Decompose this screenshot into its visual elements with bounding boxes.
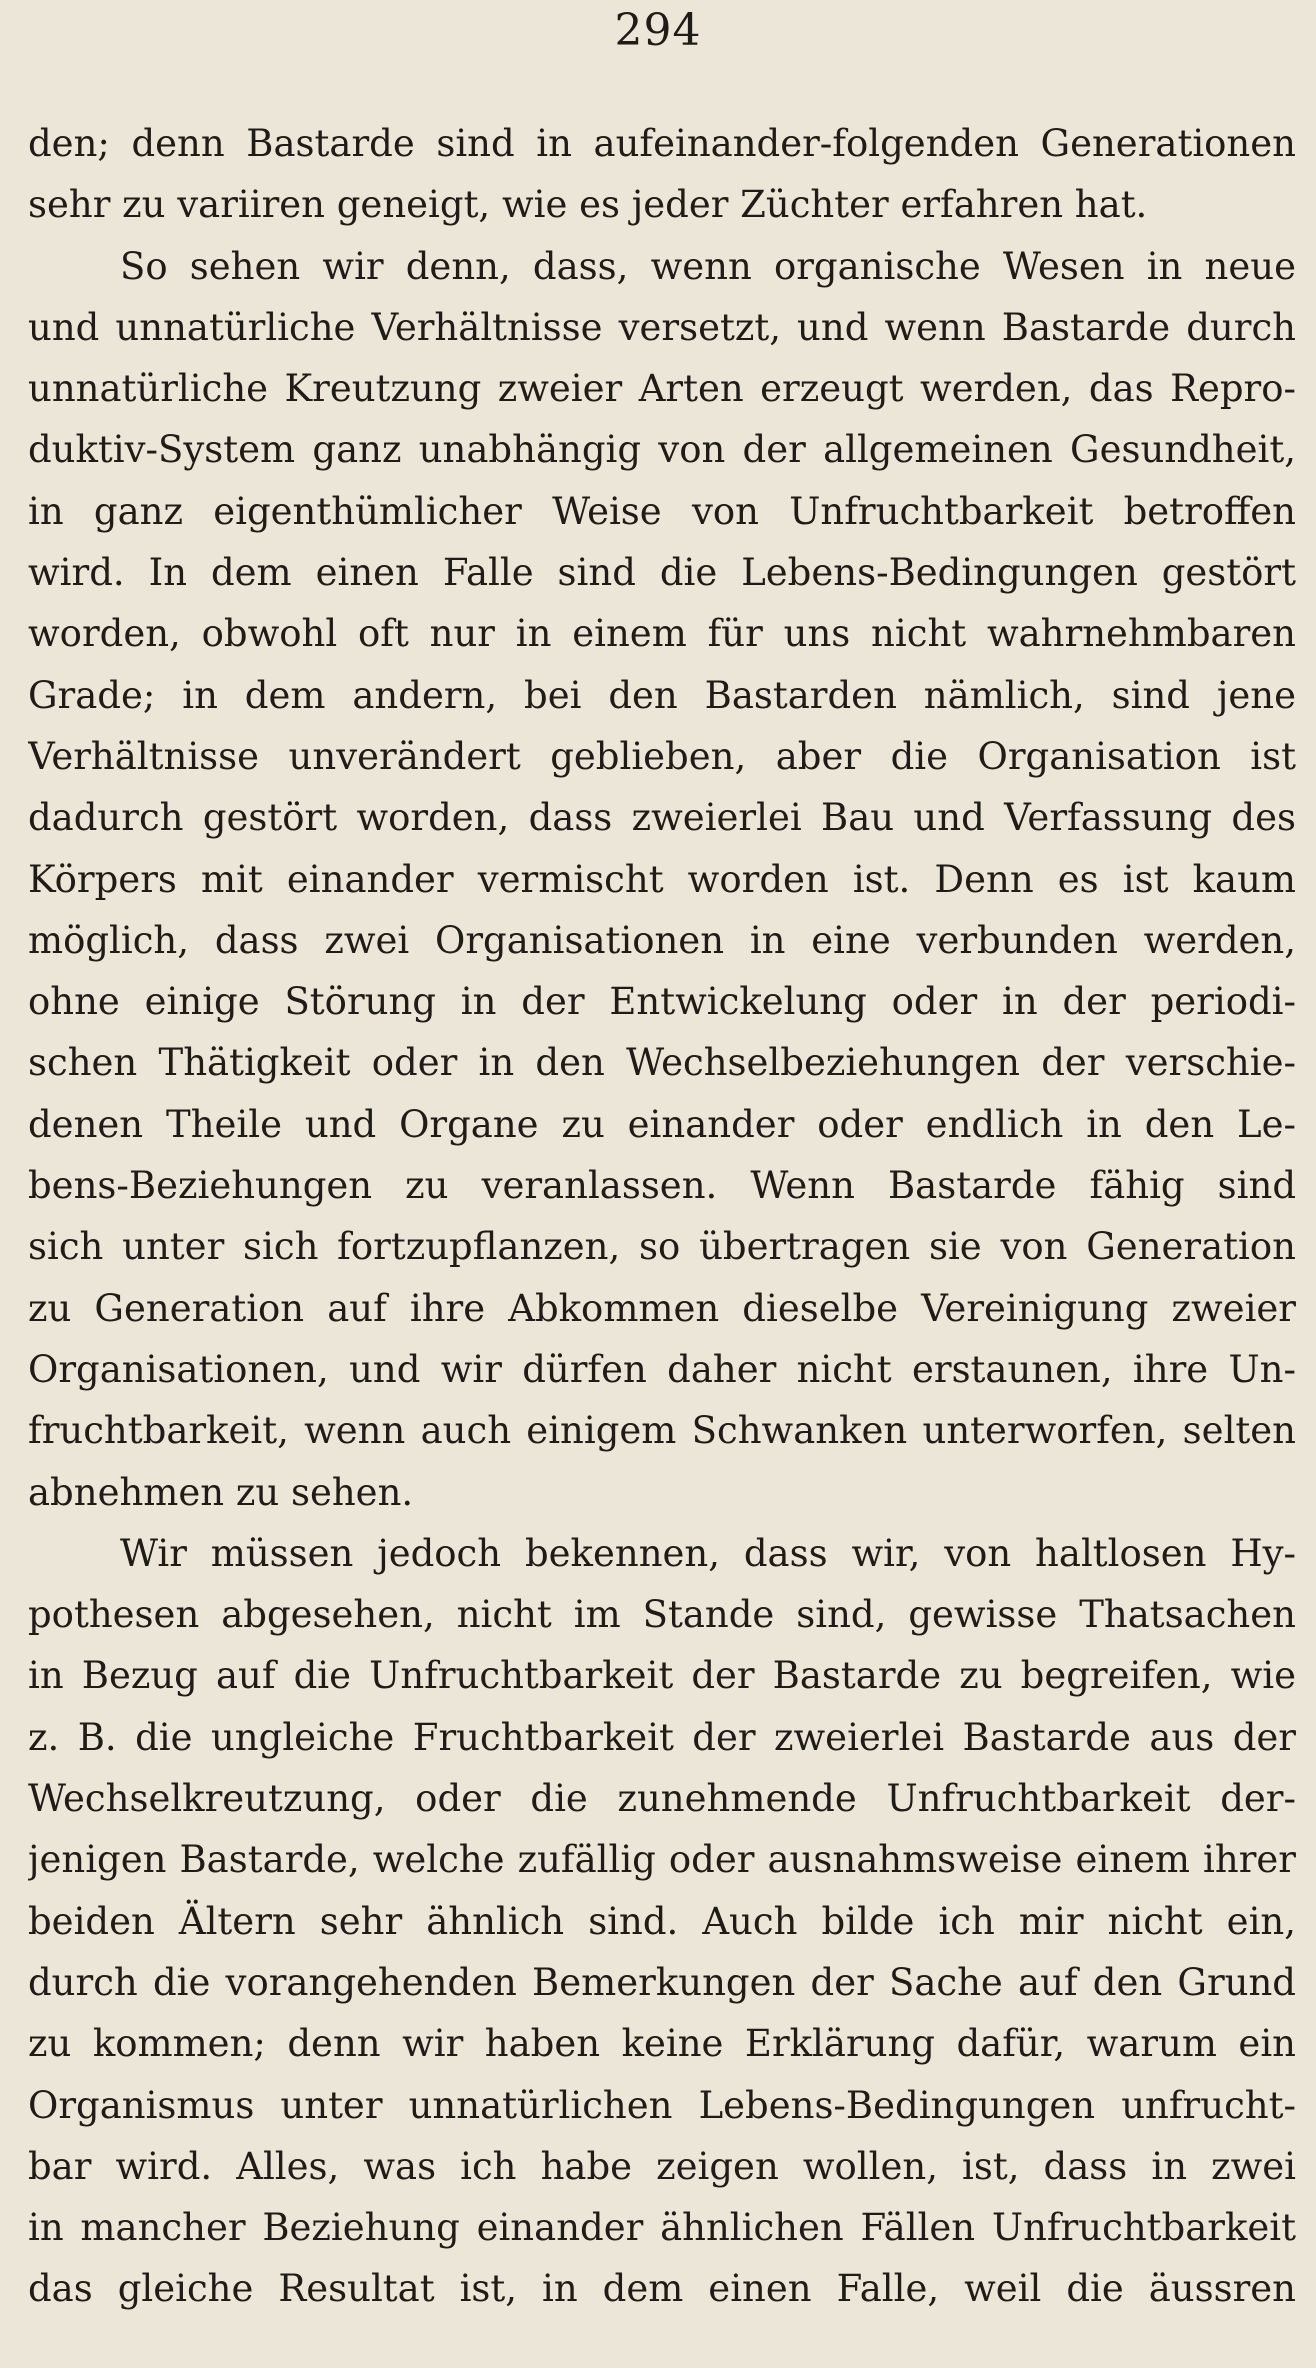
text-line: unnatürliche Kreutzung zweier Arten erzeugt werden, das Repro- [28, 367, 1296, 411]
text-line: abnehmen zu sehen. [28, 1470, 414, 1514]
text-line: Wechselkreutzung, oder die zunehmende Unfruchtbarkeit der- [28, 1777, 1296, 1821]
text-line: Grade; in dem andern, bei den Bastarden nämlich, sind jene [28, 673, 1296, 717]
text-line: beiden Ältern sehr ähnlich sind. Auch bilde ich mir nicht ein, [28, 1899, 1296, 1943]
text-line: in mancher Beziehung einander ähnlichen Fällen Unfruchtbarkeit [28, 2206, 1296, 2250]
text-line: Organismus unter unnatürlichen Lebens-Bedingungen unfrucht- [28, 2083, 1296, 2127]
text-line: ohne einige Störung in der Entwickelung oder in der periodi- [28, 980, 1296, 1024]
text-line: dadurch gestört worden, dass zweierlei Bau und Verfassung des [28, 796, 1296, 840]
text-line: sich unter sich fortzupflanzen, so übertragen sie von Generation [28, 1225, 1296, 1269]
text-line: sehr zu variiren geneigt, wie es jeder Züchter erfahren hat. [28, 183, 1148, 227]
text-line: den; denn Bastarde sind in aufeinander-folgenden Generationen [28, 122, 1296, 165]
text-line: jenigen Bastarde, welche zufällig oder ausnahmsweise einem ihrer [28, 1838, 1296, 1882]
text-line: zu kommen; denn wir haben keine Erklärung dafür, warum ein [28, 2022, 1296, 2066]
text-line: duktiv-System ganz unabhängig von der allgemeinen Gesundheit, [28, 428, 1296, 472]
text-line: Wir müssen jedoch bekennen, dass wir, von haltlosen Hy- [120, 1531, 1296, 1575]
text-line: und unnatürliche Verhältnisse versetzt, und wenn Bastarde durch [28, 305, 1296, 349]
text-line: durch die vorangehenden Bemerkungen der Sache auf den Grund [28, 1960, 1296, 2004]
text-line: wird. In dem einen Falle sind die Lebens-Bedingungen gestört [28, 551, 1296, 595]
text-line: fruchtbarkeit, wenn auch einigem Schwanken unterworfen, selten [28, 1409, 1296, 1453]
page-number: 294 [614, 5, 702, 56]
text-line: in Bezug auf die Unfruchtbarkeit der Bastarde zu begreifen, wie [28, 1654, 1296, 1698]
text-line: worden, obwohl oft nur in einem für uns nicht wahrnehmbaren [28, 612, 1296, 656]
text-line: Körpers mit einander vermischt worden ist. Denn es ist kaum [28, 857, 1296, 901]
text-line: möglich, dass zwei Organisationen in eine verbunden werden, [28, 918, 1296, 962]
text-line: Verhältnisse unverändert geblieben, aber die Organisation ist [28, 734, 1296, 778]
text-line: das gleiche Resultat ist, in dem einen Falle, weil die äussren [28, 2267, 1296, 2311]
body-text [28, 113, 1296, 2320]
text-line: in ganz eigenthümlicher Weise von Unfruchtbarkeit betroffen [28, 489, 1296, 533]
text-line: denen Theile und Organe zu einander oder endlich in den Le- [28, 1102, 1296, 1146]
text-line: bar wird. Alles, was ich habe zeigen wollen, ist, dass in zwei [28, 2144, 1296, 2188]
text-line: pothesen abgesehen, nicht im Stande sind, gewisse Thatsachen [28, 1593, 1296, 1637]
text-line: Organisationen, und wir dürfen daher nicht erstaunen, ihre Un- [28, 1347, 1296, 1391]
text-line: So sehen wir denn, dass, wenn organische Wesen in neue [120, 244, 1296, 288]
text-line: z. B. die ungleiche Fruchtbarkeit der zweierlei Bastarde aus der [28, 1715, 1296, 1759]
text-line: schen Thätigkeit oder in den Wechselbeziehungen der verschie- [28, 1041, 1296, 1085]
text-line: zu Generation auf ihre Abkommen dieselbe Vereinigung zweier [28, 1286, 1296, 1330]
text-line: bens-Beziehungen zu veranlassen. Wenn Bastarde fähig sind [28, 1164, 1296, 1208]
